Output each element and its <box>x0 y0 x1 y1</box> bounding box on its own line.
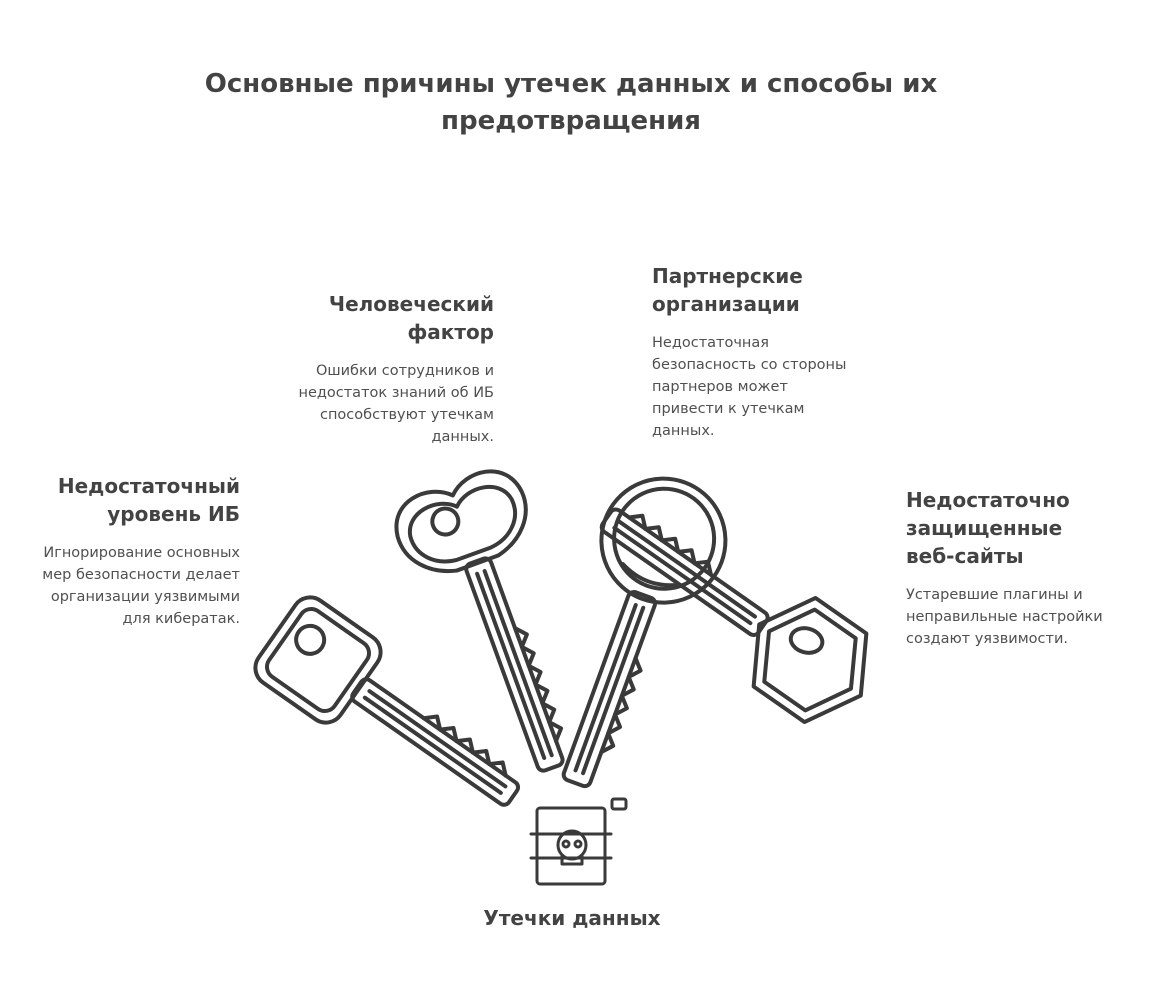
node-description: Ошибки сотрудников и недостаток знаний об ИБ способствуют утечкам данных. <box>298 363 494 445</box>
node-heading: Недостаточный уровень ИБ <box>57 474 240 526</box>
center-label: Утечки данных <box>483 906 661 930</box>
node-heading: Недостаточно защищенные веб-сайты <box>906 488 1070 568</box>
heart-key-icon <box>387 462 615 791</box>
poison-canister-skull-icon <box>531 799 626 884</box>
node-description: Устаревшие плагины и неправильные настройки создают уязвимости. <box>906 587 1103 647</box>
node-description: Игнорирование основных мер безопасности делает организации уязвимыми для кибератак. <box>42 545 240 627</box>
page-title: Основные причины утечек данных и способы их предотвращения <box>204 69 938 136</box>
node-heading: Человеческий фактор <box>328 292 494 344</box>
node-heading: Партнерские организации <box>652 264 803 316</box>
node-description: Недостаточная безопасность со стороны партнеров может привести к утечкам данных. <box>652 335 847 439</box>
